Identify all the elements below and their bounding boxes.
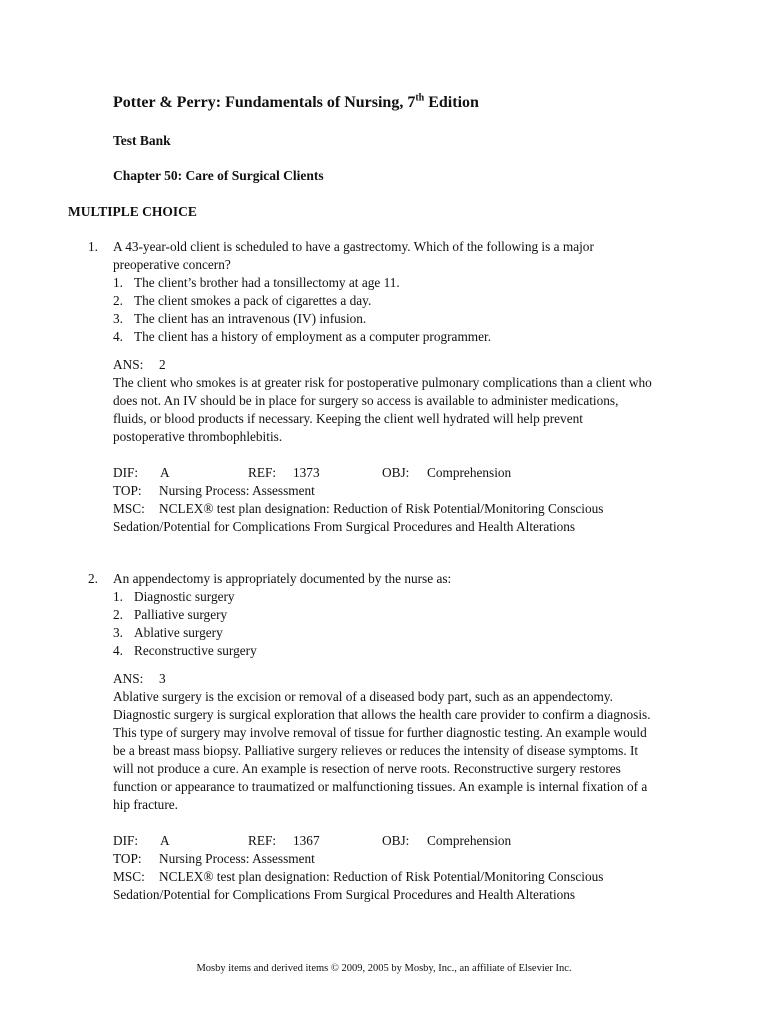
answer-label: ANS: xyxy=(113,671,144,686)
answer-option xyxy=(113,642,658,660)
chapter-heading: Chapter 50: Care of Surgical Clients xyxy=(113,168,324,183)
answer-option xyxy=(113,310,658,328)
answer-options xyxy=(113,588,658,660)
top-value: Nursing Process: Assessment xyxy=(159,851,315,866)
copyright-footer: Mosby items and derived items © 2009, 2005 by Mosby, Inc., an affiliate of Elsevier Inc. xyxy=(196,963,572,974)
document-subtitle: Test Bank xyxy=(113,133,171,148)
answer-option xyxy=(113,588,658,606)
answer-option xyxy=(113,292,658,310)
dif-label: DIF: xyxy=(113,465,139,480)
option-text: Palliative surgery xyxy=(134,607,228,622)
rationale-text: Ablative surgery is the excision or removal of a diseased body part, such as an appendectomy. Diagnostic surgery is surgical exploration that allows the health care provider to confirm a diagnosis. This type of surgery may involve removal of tissue for further diagnostic testing. An example would be a breast mass biopsy. Palliative surgery relieves or reduces the intensity of disease symptoms. It will not produce a cure. An example is resection of nerve roots. Reconstructive surgery restores function or appearance to traumatized or malfunctioning tissues. An example is internal fixation of a hip fracture. xyxy=(113,689,651,812)
ref-label: REF: xyxy=(248,833,277,848)
answer-key xyxy=(113,356,658,374)
obj-label: OBJ: xyxy=(382,465,410,480)
question-number: 1. xyxy=(88,239,98,254)
answer-key xyxy=(113,670,658,688)
option-number: 4. xyxy=(113,643,123,658)
top-row xyxy=(113,850,643,868)
option-text: The client has an intravenous (IV) infusion. xyxy=(134,311,367,326)
dif-value: A xyxy=(160,833,170,848)
option-number: 2. xyxy=(113,293,123,308)
obj-label: OBJ: xyxy=(382,833,410,848)
ref-value: 1373 xyxy=(293,465,320,480)
dif-ref-obj-row xyxy=(113,464,643,482)
document-title xyxy=(113,94,479,112)
obj-value: Comprehension xyxy=(427,833,512,848)
title-end: Edition xyxy=(424,94,479,111)
question-stem: A 43-year-old client is scheduled to have a gastrectomy. Which of the following is a major preoperative concern? xyxy=(113,239,594,272)
dif-ref-obj-row xyxy=(113,832,643,850)
section-heading: MULTIPLE CHOICE xyxy=(68,204,197,219)
title-main: Potter & Perry: Fundamentals of Nursing, 7 xyxy=(113,94,416,111)
option-text: The client has a history of employment as a computer programmer. xyxy=(134,329,492,344)
ref-label: REF: xyxy=(248,465,277,480)
question-metadata xyxy=(113,832,643,904)
msc-row xyxy=(113,500,643,536)
option-text: Diagnostic surgery xyxy=(134,589,235,604)
option-text: Ablative surgery xyxy=(134,625,223,640)
dif-value: A xyxy=(160,465,170,480)
top-label: TOP: xyxy=(113,483,142,498)
dif-label: DIF: xyxy=(113,833,139,848)
option-number: 3. xyxy=(113,625,123,640)
top-row xyxy=(113,482,643,500)
answer-option xyxy=(113,624,658,642)
msc-label: MSC: xyxy=(113,869,145,884)
option-number: 2. xyxy=(113,607,123,622)
question-metadata xyxy=(113,464,643,536)
option-text: The client smokes a pack of cigarettes a day. xyxy=(134,293,372,308)
top-value: Nursing Process: Assessment xyxy=(159,483,315,498)
question-item xyxy=(88,570,658,904)
option-number: 3. xyxy=(113,311,123,326)
top-label: TOP: xyxy=(113,851,142,866)
obj-value: Comprehension xyxy=(427,465,512,480)
title-superscript: th xyxy=(415,92,425,104)
ref-value: 1367 xyxy=(293,833,320,848)
option-text: The client’s brother had a tonsillectomy at age 11. xyxy=(134,275,400,290)
question-stem: An appendectomy is appropriately documented by the nurse as: xyxy=(113,571,452,586)
option-text: Reconstructive surgery xyxy=(134,643,257,658)
option-number: 4. xyxy=(113,329,123,344)
option-number: 1. xyxy=(113,589,123,604)
question-number: 2. xyxy=(88,571,98,586)
msc-label: MSC: xyxy=(113,501,145,516)
answer-option xyxy=(113,328,658,346)
answer-label: ANS: xyxy=(113,357,144,372)
msc-value: NCLEX® test plan designation: Reduction of Risk Potential/Monitoring Conscious Sedation/Potential for Complications From Surgical Procedures and Health Alterations xyxy=(113,501,604,534)
msc-row xyxy=(113,868,643,904)
option-number: 1. xyxy=(113,275,123,290)
rationale-text: The client who smokes is at greater risk for postoperative pulmonary complications than a client who does not. An IV should be in place for surgery so access is available to administer medications, fluids, or blood products if necessary. Keeping the client well hydrated will help prevent postoperative thrombophlebitis. xyxy=(113,375,652,444)
answer-options xyxy=(113,274,658,346)
question-item xyxy=(88,238,658,536)
msc-value: NCLEX® test plan designation: Reduction of Risk Potential/Monitoring Conscious Sedation/Potential for Complications From Surgical Procedures and Health Alterations xyxy=(113,869,604,902)
answer-option xyxy=(113,606,658,624)
answer-option xyxy=(113,274,658,292)
answer-value: 3 xyxy=(159,671,166,686)
answer-value: 2 xyxy=(159,357,166,372)
